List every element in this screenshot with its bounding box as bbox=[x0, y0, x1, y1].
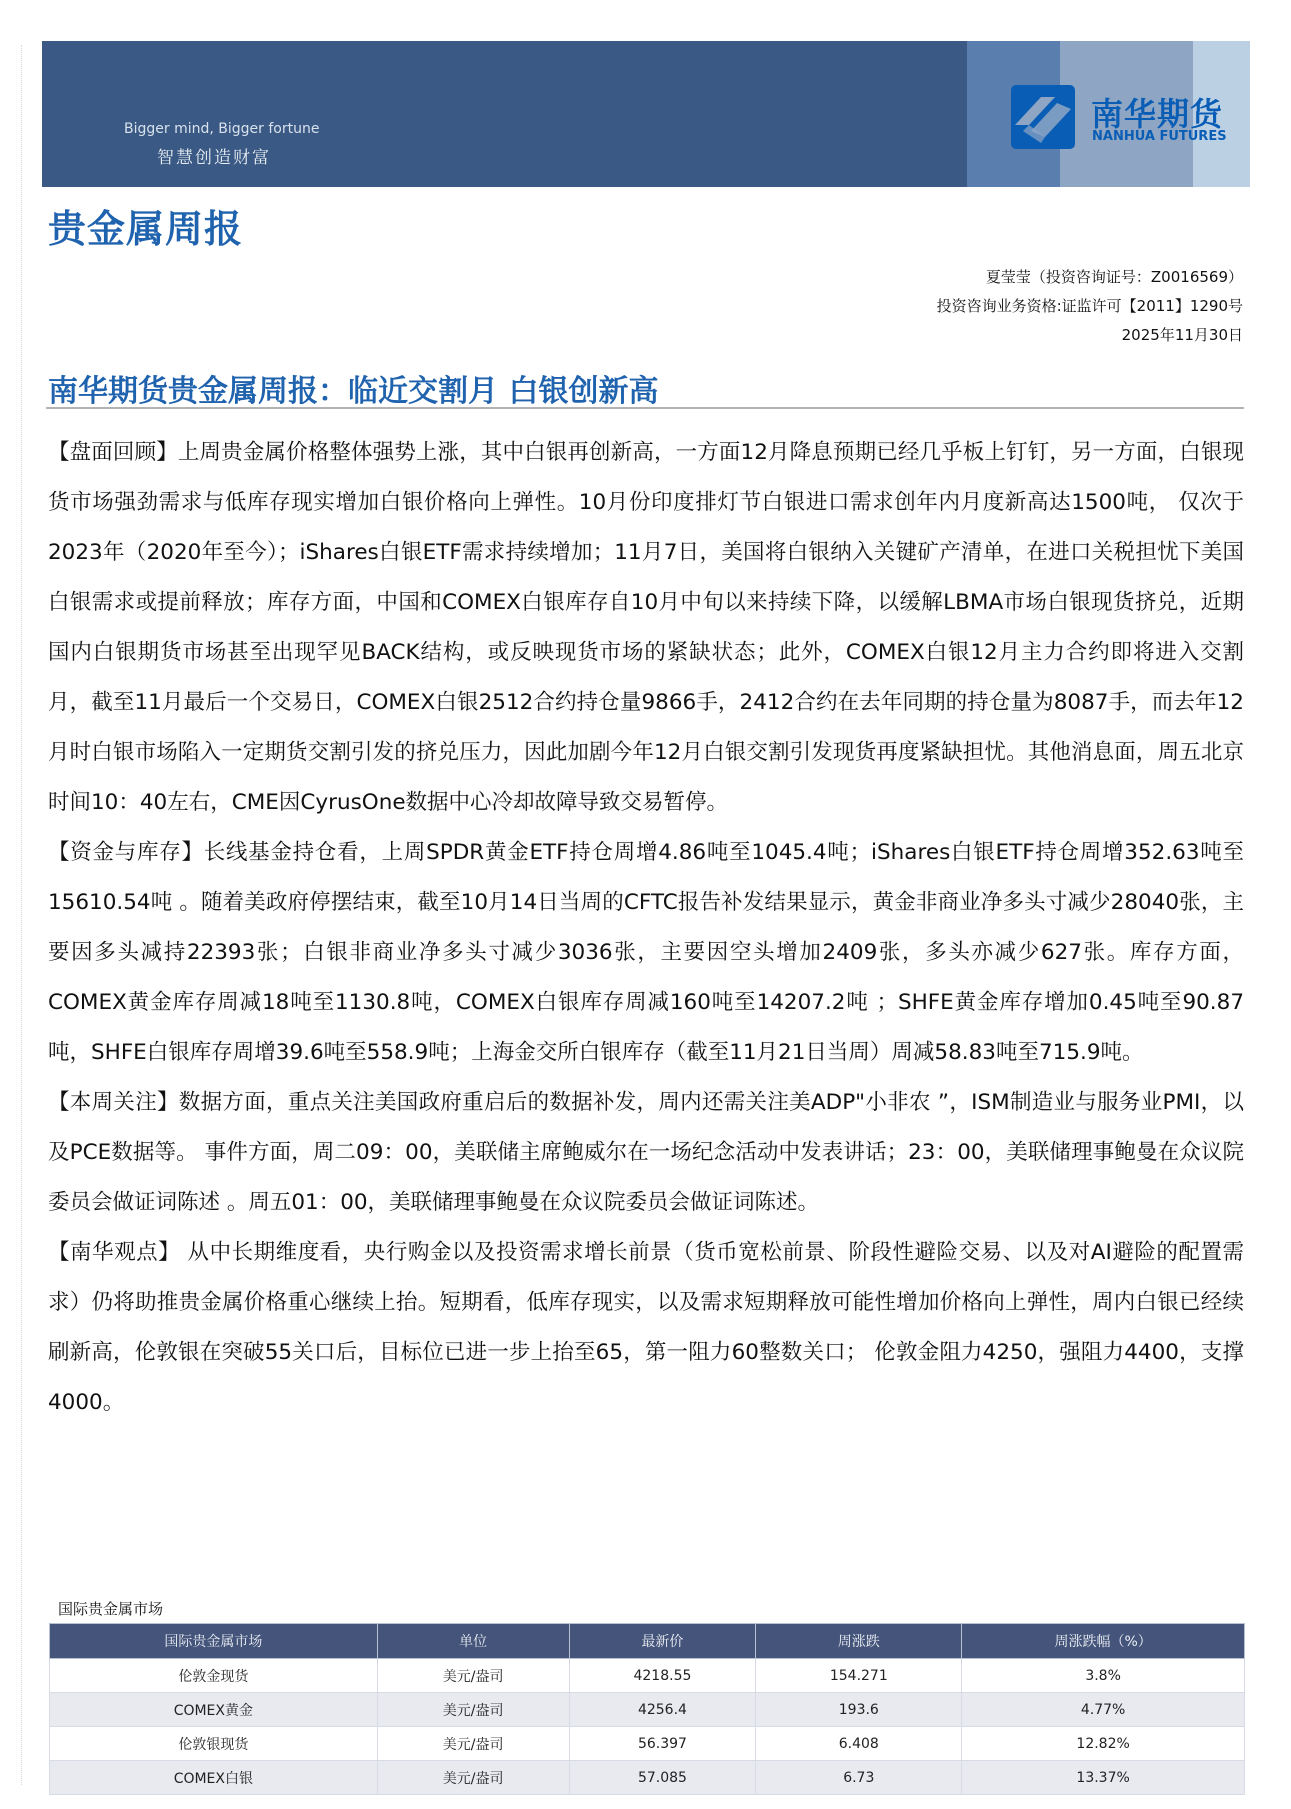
slogan-english: Bigger mind, Bigger fortune bbox=[124, 121, 320, 137]
section-text: 上周贵金属价格整体强势上涨，其中白银再创新高，一方面12月降息预期已经几乎板上钉钉，另一方面，白银现货市场强劲需求与低库存现实增加白银价格向上弹性。10月份印度排灯节白银进口需求创年内月度新高达1500吨， 仅次于2023年（2020年至今）；iShares白银ETF需求持续增加；11月7日，美国将白银纳入关键矿产清单，在进口关税担忧下美国白银需求或提前释放；库存方面，中国和COMEX白银库存自10月中旬以来持续下降，以缓解LBMA市场白银现货挤兑，近期国内白银期货市场甚至出现罕见BACK结构，或反映现货市场的紧缺状态；此外，COMEX白银12月主力合约即将进入交割月，截至11月最后一个交易日，COMEX白银2512合约持仓量9866手，2412合约在去年同期的持仓量为8087手，而去年12月时白银市场陷入一定期货交割引发的挤兑压力，因此加剧今年12月白银交割引发现货再度紧缺担忧。其他消息面，周五北京时间10：40左右，CME因CyrusOne数据中心冷却故障导致交易暂停。 bbox=[48, 440, 1244, 815]
section-tag: 【南华观点】 bbox=[48, 1240, 181, 1265]
report-headline: 南华期货贵金属周报：临近交割月 白银创新高 bbox=[48, 374, 659, 409]
section-tag: 【资金与库存】 bbox=[48, 840, 204, 865]
cell-latest-price: 57.085 bbox=[569, 1761, 756, 1795]
headline-divider bbox=[46, 407, 1244, 409]
cell-latest-price: 4218.55 bbox=[569, 1659, 756, 1693]
section-nanhua-view bbox=[48, 1228, 1244, 1428]
table-row bbox=[50, 1727, 1245, 1761]
section-text: 长线基金持仓看，上周SPDR黄金ETF持仓周增4.86吨至1045.4吨；iShares白银ETF持仓周增352.63吨至15610.54吨 。随着美政府停摆结束，截至10月14日当周的CFTC报告补发结果显示，黄金非商业净多头寸减少28040张，主要因多头减持22393张；白银非商业净多头寸减少3036张，主要因空头增加2409张，多头亦减少627张。库存方面，COMEX黄金库存周减18吨至1130.8吨，COMEX白银库存周减160吨至14207.2吨 ；SHFE黄金库存增加0.45吨至90.87吨，SHFE白银库存周增39.6吨至558.9吨；上海金交所白银库存（截至11月21日当周）周减58.83吨至715.9吨。 bbox=[48, 840, 1244, 1065]
logo-wordmark-cn: 南华期货 bbox=[1091, 95, 1224, 133]
cell-unit: 美元/盎司 bbox=[377, 1693, 569, 1727]
column-header-weekly-change-pct: 周涨跌幅（%） bbox=[962, 1624, 1245, 1659]
author-meta bbox=[937, 263, 1243, 350]
page-margin-rule bbox=[21, 45, 22, 1785]
cell-weekly-change: 193.6 bbox=[756, 1693, 962, 1727]
cell-weekly-change: 6.408 bbox=[756, 1727, 962, 1761]
license-line: 投资咨询业务资格:证监许可【2011】1290号 bbox=[936, 297, 1243, 315]
cell-unit: 美元/盎司 bbox=[377, 1761, 569, 1795]
cell-market: COMEX白银 bbox=[50, 1761, 378, 1795]
section-text: 数据方面，重点关注美国政府重启后的数据补发，周内还需关注美ADP"小非农 ”，ISM制造业与服务业PMI，以及PCE数据等。 事件方面，周二09：00，美联储主席鲍威尔在一场纪念活动中发表讲话；23：00，美联储理事鲍曼在众议院委员会做证词陈述 。周五01：00，美联储理事鲍曼在众议院委员会做证词陈述。 bbox=[48, 1090, 1244, 1215]
table-row bbox=[50, 1659, 1245, 1693]
section-text: 从中长期维度看，央行购金以及投资需求增长前景（货币宽松前景、阶段性避险交易、以及对AI避险的配置需求）仍将助推贵金属价格重心继续上抬。短期看，低库存现实，以及需求短期释放可能性增加价格向上弹性，周内白银已经续刷新高，伦敦银在突破55关口后，目标位已进一步上抬至65，第一阻力60整数关口； 伦敦金阻力4250，强阻力4400，支撑4000。 bbox=[48, 1240, 1244, 1415]
author-line: 夏莹莹（投资咨询证号：Z0016569） bbox=[985, 268, 1243, 286]
section-weekly-focus bbox=[48, 1078, 1244, 1228]
column-header-market: 国际贵金属市场 bbox=[50, 1624, 378, 1659]
logo-wordmark-en: NANHUA FUTURES bbox=[1092, 129, 1227, 144]
cell-weekly-change: 6.73 bbox=[756, 1761, 962, 1795]
section-funds-inventory bbox=[48, 828, 1244, 1078]
cell-market: 伦敦金现货 bbox=[50, 1659, 378, 1693]
table-header-row bbox=[50, 1624, 1245, 1659]
cell-latest-price: 56.397 bbox=[569, 1727, 756, 1761]
report-body bbox=[48, 428, 1244, 1428]
table-row bbox=[50, 1761, 1245, 1795]
column-header-unit: 单位 bbox=[377, 1624, 569, 1659]
cell-market: COMEX黄金 bbox=[50, 1693, 378, 1727]
cell-weekly-change: 154.271 bbox=[756, 1659, 962, 1693]
column-header-latest-price: 最新价 bbox=[569, 1624, 756, 1659]
table-caption: 国际贵金属市场 bbox=[58, 1600, 164, 1618]
cell-latest-price: 4256.4 bbox=[569, 1693, 756, 1727]
slogan-chinese: 智慧创造财富 bbox=[157, 148, 271, 168]
cell-unit: 美元/盎司 bbox=[377, 1727, 569, 1761]
table-row bbox=[50, 1693, 1245, 1727]
document-title: 贵金属周报 bbox=[48, 207, 244, 251]
cell-unit: 美元/盎司 bbox=[377, 1659, 569, 1693]
section-market-review bbox=[48, 428, 1244, 828]
header-banner bbox=[42, 41, 1250, 187]
cell-weekly-change-pct: 3.8% bbox=[962, 1659, 1245, 1693]
precious-metals-table bbox=[49, 1623, 1245, 1795]
column-header-weekly-change: 周涨跌 bbox=[756, 1624, 962, 1659]
cell-weekly-change-pct: 4.77% bbox=[962, 1693, 1245, 1727]
report-date: 2025年11月30日 bbox=[1121, 326, 1243, 344]
cell-weekly-change-pct: 12.82% bbox=[962, 1727, 1245, 1761]
cell-weekly-change-pct: 13.37% bbox=[962, 1761, 1245, 1795]
cell-market: 伦敦银现货 bbox=[50, 1727, 378, 1761]
section-tag: 【盘面回顾】 bbox=[48, 440, 178, 465]
nanhua-logo-icon bbox=[1011, 85, 1075, 149]
section-tag: 【本周关注】 bbox=[48, 1090, 179, 1115]
